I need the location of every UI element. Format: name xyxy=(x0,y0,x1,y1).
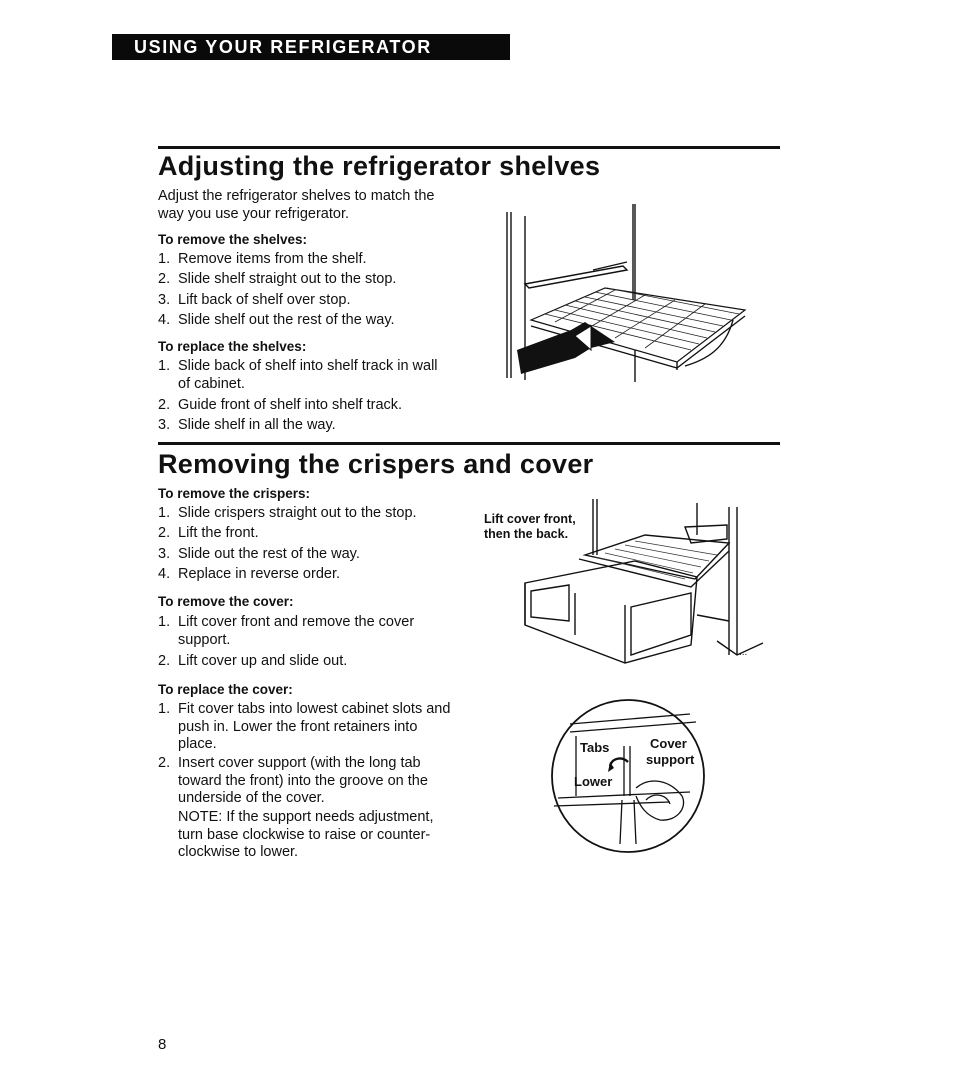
list-item: 3. Slide out the rest of the way. xyxy=(158,546,360,562)
list-item: 1. Slide back of shelf into shelf track in wall of cabinet. xyxy=(158,358,438,392)
list-item: 4. Replace in reverse order. xyxy=(158,566,340,582)
cover-label: Cover xyxy=(650,736,687,751)
list-item: 2. Lift cover up and slide out. xyxy=(158,653,348,669)
list-item: 4. Slide shelf out the rest of the way. xyxy=(158,312,395,328)
list-item: 3. Slide shelf in all the way. xyxy=(158,417,336,433)
list-item: 2. Insert cover support (with the long tab toward the front) into the groove on the underside of the cover. xyxy=(158,755,428,806)
svg-text:...: ... xyxy=(739,647,748,658)
section-banner: USING YOUR REFRIGERATOR xyxy=(112,34,510,60)
crispers-title: Removing the crispers and cover xyxy=(158,449,594,479)
shelf-illustration xyxy=(495,200,765,390)
list-item: 2. Slide shelf straight out to the stop. xyxy=(158,271,397,287)
lower-label: Lower xyxy=(574,774,613,789)
remove-shelves-heading: To remove the shelves: xyxy=(158,232,308,247)
section-rule xyxy=(158,146,780,149)
list-item: 1. Slide crispers straight out to the stop. xyxy=(158,505,417,521)
list-item: 1. Fit cover tabs into lowest cabinet slots and push in. Lower the front retainers into place. xyxy=(158,701,451,752)
figure-caption: Lift cover front, then the back. xyxy=(484,512,576,541)
shelves-title: Adjusting the refrigerator shelves xyxy=(158,151,601,181)
cover-support-detail xyxy=(550,696,710,856)
page-number: 8 xyxy=(158,1036,167,1053)
list-item: 2. Guide front of shelf into shelf track. xyxy=(158,397,403,413)
remove-cover-heading: To remove the cover: xyxy=(158,594,294,609)
section-rule xyxy=(158,442,780,445)
note: NOTE: If the support needs adjustment, turn base clockwise to raise or counter-clockwise to lower. xyxy=(178,809,434,860)
tabs-label: Tabs xyxy=(580,740,610,755)
list-item: 3. Lift back of shelf over stop. xyxy=(158,292,351,308)
remove-crispers-heading: To remove the crispers: xyxy=(158,486,311,501)
replace-cover-heading: To replace the cover: xyxy=(158,682,293,697)
list-item: 2. Lift the front. xyxy=(158,525,259,541)
shelves-intro: Adjust the refrigerator shelves to match the way you use your refrigerator. xyxy=(158,188,435,222)
replace-shelves-heading: To replace the shelves: xyxy=(158,339,307,354)
list-item: 1. Remove items from the shelf. xyxy=(158,251,367,267)
list-item: 1. Lift cover front and remove the cover support. xyxy=(158,614,415,648)
cover-grid xyxy=(595,541,717,579)
crisper-illustration xyxy=(515,495,765,665)
support-label: support xyxy=(646,752,695,767)
